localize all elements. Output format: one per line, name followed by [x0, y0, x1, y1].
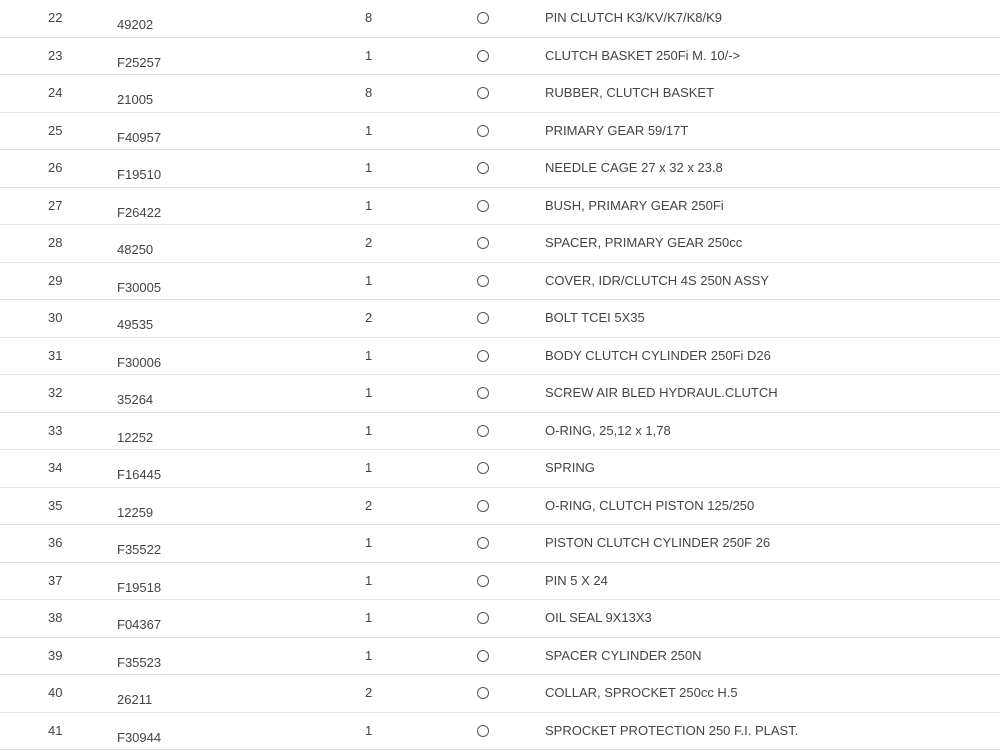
part-code: F16445: [117, 467, 162, 482]
table-row: [0, 413, 1000, 451]
part-description: O-RING, 25,12 x 1,78: [545, 422, 671, 438]
quantity: 1: [365, 722, 373, 738]
quantity: 2: [365, 235, 373, 250]
position-number: 37: [48, 572, 63, 588]
radio-circle-icon[interactable]: [477, 312, 489, 324]
part-code: F26422: [117, 204, 162, 220]
radio-circle-icon[interactable]: [477, 87, 489, 99]
quantity: 1: [365, 535, 373, 550]
radio-circle-icon[interactable]: [477, 275, 489, 287]
part-code: F25257: [117, 54, 162, 70]
quantity: 8: [365, 10, 373, 25]
part-description: PISTON CLUTCH CYLINDER 250F 26: [545, 535, 771, 550]
position-number: 28: [48, 235, 63, 250]
table-row: [0, 113, 1000, 151]
quantity: 2: [365, 685, 373, 700]
quantity: 1: [365, 610, 373, 625]
part-description: OIL SEAL 9X13X3: [545, 610, 652, 625]
position-number: 22: [48, 10, 63, 25]
table-row: [0, 375, 1000, 413]
position-number: 25: [48, 122, 63, 138]
part-code: F40957: [117, 129, 162, 145]
part-description: PRIMARY GEAR 59/17T: [545, 122, 689, 138]
radio-circle-icon[interactable]: [477, 237, 489, 249]
table-row: [0, 188, 1000, 226]
position-number: 41: [48, 722, 63, 738]
position-number: 31: [48, 347, 63, 363]
radio-circle-icon[interactable]: [477, 725, 489, 737]
radio-circle-icon[interactable]: [477, 612, 489, 624]
table-row: [0, 225, 1000, 263]
position-number: 38: [48, 610, 63, 625]
part-code: 26211: [117, 692, 153, 707]
table-row: [0, 450, 1000, 488]
quantity: 2: [365, 497, 373, 513]
radio-circle-icon[interactable]: [477, 350, 489, 362]
part-description: SPROCKET PROTECTION 250 F.I. PLAST.: [545, 722, 799, 738]
radio-circle-icon[interactable]: [477, 537, 489, 549]
radio-circle-icon[interactable]: [477, 162, 489, 174]
quantity: 2: [365, 310, 373, 325]
table-row: [0, 488, 1000, 526]
part-description: BODY CLUTCH CYLINDER 250Fi D26: [545, 347, 771, 363]
table-row: [0, 0, 1000, 38]
position-number: 39: [48, 647, 63, 663]
part-code: 35264: [117, 392, 154, 407]
quantity: 1: [365, 160, 373, 175]
table-row: [0, 38, 1000, 76]
part-code: F19510: [117, 167, 162, 182]
position-number: 40: [48, 685, 63, 700]
quantity: 1: [365, 385, 373, 400]
table-row: [0, 75, 1000, 113]
position-number: 32: [48, 385, 63, 400]
radio-circle-icon[interactable]: [477, 425, 489, 437]
position-number: 26: [48, 160, 63, 175]
part-code: F04367: [117, 617, 162, 632]
part-code: 12252: [117, 429, 154, 445]
radio-circle-icon[interactable]: [477, 387, 489, 399]
quantity: 1: [365, 647, 373, 663]
part-code: F35522: [117, 542, 162, 557]
quantity: 1: [365, 47, 373, 63]
part-code: F30944: [117, 729, 162, 745]
quantity: 1: [365, 272, 373, 288]
radio-circle-icon[interactable]: [477, 200, 489, 212]
radio-circle-icon[interactable]: [477, 125, 489, 137]
part-code: F35523: [117, 654, 162, 670]
part-description: BOLT TCEI 5X35: [545, 310, 645, 325]
table-row: [0, 600, 1000, 638]
table-row: [0, 150, 1000, 188]
part-description: PIN 5 X 24: [545, 572, 608, 588]
quantity: 1: [365, 422, 373, 438]
position-number: 27: [48, 197, 63, 213]
position-number: 35: [48, 497, 63, 513]
part-description: NEEDLE CAGE 27 x 32 x 23.8: [545, 160, 723, 175]
radio-circle-icon[interactable]: [477, 687, 489, 699]
part-description: COVER, IDR/CLUTCH 4S 250N ASSY: [545, 272, 769, 288]
quantity: 1: [365, 122, 373, 138]
part-description: PIN CLUTCH K3/KV/K7/K8/K9: [545, 10, 723, 25]
radio-circle-icon[interactable]: [477, 12, 489, 24]
part-code: F30005: [117, 279, 162, 295]
position-number: 29: [48, 272, 63, 288]
position-number: 36: [48, 535, 63, 550]
table-row: [0, 675, 1000, 713]
part-code: 49535: [117, 317, 154, 332]
part-code: 49202: [117, 17, 154, 32]
radio-circle-icon[interactable]: [477, 50, 489, 62]
part-description: COLLAR, SPROCKET 250cc H.5: [545, 685, 738, 700]
part-description: SPRING: [545, 460, 595, 475]
part-description: SCREW AIR BLED HYDRAUL.CLUTCH: [545, 385, 778, 400]
position-number: 23: [48, 47, 63, 63]
part-code: 12259: [117, 504, 154, 520]
part-code: 21005: [117, 92, 154, 107]
part-code: 48250: [117, 242, 154, 257]
part-code: F19518: [117, 579, 162, 595]
quantity: 1: [365, 347, 373, 363]
part-description: SPACER CYLINDER 250N: [545, 647, 702, 663]
quantity: 1: [365, 572, 373, 588]
table-row: [0, 713, 1000, 751]
part-code: F30006: [117, 354, 162, 370]
table-row: [0, 638, 1000, 676]
radio-circle-icon[interactable]: [477, 462, 489, 474]
position-number: 24: [48, 85, 63, 100]
radio-circle-icon[interactable]: [477, 650, 489, 662]
table-row: [0, 263, 1000, 301]
quantity: 8: [365, 85, 373, 100]
position-number: 30: [48, 310, 63, 325]
radio-circle-icon[interactable]: [477, 575, 489, 587]
part-description: BUSH, PRIMARY GEAR 250Fi: [545, 197, 724, 213]
table-row: [0, 338, 1000, 376]
quantity: 1: [365, 460, 373, 475]
position-number: 34: [48, 460, 63, 475]
part-description: O-RING, CLUTCH PISTON 125/250: [545, 497, 755, 513]
quantity: 1: [365, 197, 373, 213]
part-description: SPACER, PRIMARY GEAR 250cc: [545, 235, 743, 250]
radio-circle-icon[interactable]: [477, 500, 489, 512]
part-description: CLUTCH BASKET 250Fi M. 10/->: [545, 47, 741, 63]
table-row: [0, 300, 1000, 338]
part-description: RUBBER, CLUTCH BASKET: [545, 85, 715, 100]
table-row: [0, 525, 1000, 563]
position-number: 33: [48, 422, 63, 438]
table-row: [0, 563, 1000, 601]
